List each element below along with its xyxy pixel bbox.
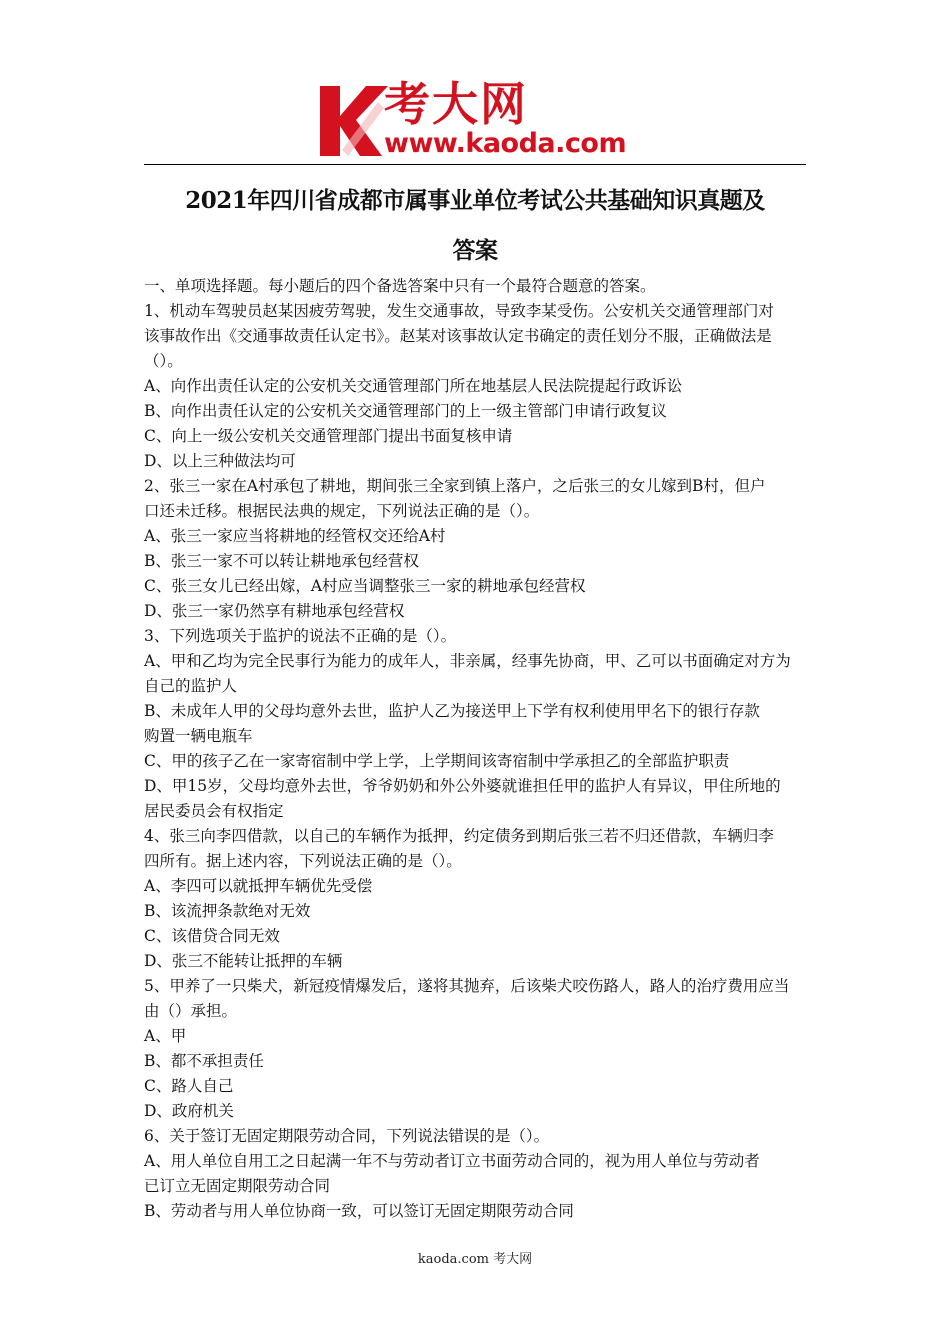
- text-line: 口还未迁移。根据民法典的规定，下列说法正确的是（）。: [144, 502, 540, 520]
- site-logo[interactable]: [318, 78, 648, 164]
- text-line: D、张三一家仍然享有耕地承包经营权: [144, 602, 405, 620]
- text-line: C、张三女儿已经出嫁，A村应当调整张三一家的耕地承包经营权: [144, 577, 586, 595]
- text-line: 3、下列选项关于监护的说法不正确的是（）。: [144, 627, 457, 645]
- text-line: B、张三一家不可以转让耕地承包经营权: [144, 552, 419, 570]
- text-line: C、向上一级公安机关交通管理部门提出书面复核申请: [144, 427, 513, 445]
- text-line: 一、单项选择题。每小题后的四个备选答案中只有一个最符合题意的答案。: [144, 277, 656, 295]
- text-line: D、张三不能转让抵押的车辆: [144, 952, 343, 970]
- text-line: 由（）承担。: [144, 1002, 238, 1020]
- k-logo-icon: [318, 80, 390, 160]
- logo-name: 考大网: [384, 77, 528, 131]
- question-body: [144, 274, 808, 1224]
- text-line: C、路人自己: [144, 1077, 234, 1095]
- text-line: 5、甲养了一只柴犬，新冠疫情爆发后，遂将其抛弃，后该柴犬咬伤路人，路人的治疗费用应当: [144, 977, 790, 995]
- text-line: C、甲的孩子乙在一家寄宿制中学上学，上学期间该寄宿制中学承担乙的全部监护职责: [144, 752, 730, 770]
- text-line: A、用人单位自用工之日起满一年不与劳动者订立书面劳动合同的，视为用人单位与劳动者: [144, 1152, 760, 1170]
- text-line: 自己的监护人: [144, 677, 238, 695]
- text-line: 2、张三一家在A村承包了耕地，期间张三全家到镇上落户，之后张三的女儿嫁到B村，但户: [144, 477, 766, 495]
- text-line: 四所有。据上述内容，下列说法正确的是（）。: [144, 852, 462, 870]
- text-line: D、甲15岁，父母均意外去世，爷爷奶奶和外公外婆就谁担任甲的监护人有异议，甲住所地的: [144, 777, 781, 795]
- text-line: B、都不承担责任: [144, 1052, 264, 1070]
- text-line: 购置一辆电瓶车: [144, 727, 253, 745]
- text-line: A、张三一家应当将耕地的经管权交还给A村: [144, 527, 446, 545]
- text-line: B、未成年人甲的父母均意外去世，监护人乙为接送甲上下学有权利使用甲名下的银行存款: [144, 702, 760, 720]
- text-line: B、劳动者与用人单位协商一致，可以签订无固定期限劳动合同: [144, 1202, 574, 1220]
- text-line: D、政府机关: [144, 1102, 234, 1120]
- text-line: 4、张三向李四借款，以自己的车辆作为抵押，约定债务到期后张三若不归还借款，车辆归李: [144, 827, 774, 845]
- text-line: A、向作出责任认定的公安机关交通管理部门所在地基层人民法院提起行政诉讼: [144, 377, 683, 395]
- text-line: （）。: [144, 352, 183, 370]
- text-line: B、该流押条款绝对无效: [144, 902, 311, 920]
- title-line-1: 2021年四川省成都市属事业单位考试公共基础知识真题及: [185, 187, 765, 214]
- text-line: A、甲: [144, 1027, 187, 1045]
- text-line: D、以上三种做法均可: [144, 452, 296, 470]
- text-line: 居民委员会有权指定: [144, 802, 284, 820]
- text-line: 1、机动车驾驶员赵某因疲劳驾驶，发生交通事故，导致李某受伤。公安机关交通管理部门对: [144, 302, 774, 320]
- header-divider: [144, 164, 806, 165]
- page-title: [144, 176, 806, 276]
- text-line: A、李四可以就抵押车辆优先受偿: [144, 877, 373, 895]
- text-line: 6、关于签订无固定期限劳动合同，下列说法错误的是（）。: [144, 1127, 550, 1145]
- text-line: B、向作出责任认定的公安机关交通管理部门的上一级主管部门申请行政复议: [144, 402, 667, 420]
- page-footer: kaoda.com 考大网: [417, 1252, 533, 1267]
- text-line: 该事故作出《交通事故责任认定书》。赵某对该事故认定书确定的责任划分不服，正确做法是: [144, 327, 772, 345]
- logo-url: www.kaoda.com: [384, 128, 627, 159]
- text-line: 已订立无固定期限劳动合同: [144, 1177, 331, 1195]
- text-line: C、该借贷合同无效: [144, 927, 280, 945]
- title-line-2: 答案: [452, 237, 498, 264]
- text-line: A、甲和乙均为完全民事行为能力的成年人，非亲属，经事先协商，甲、乙可以书面确定对方为: [144, 652, 791, 670]
